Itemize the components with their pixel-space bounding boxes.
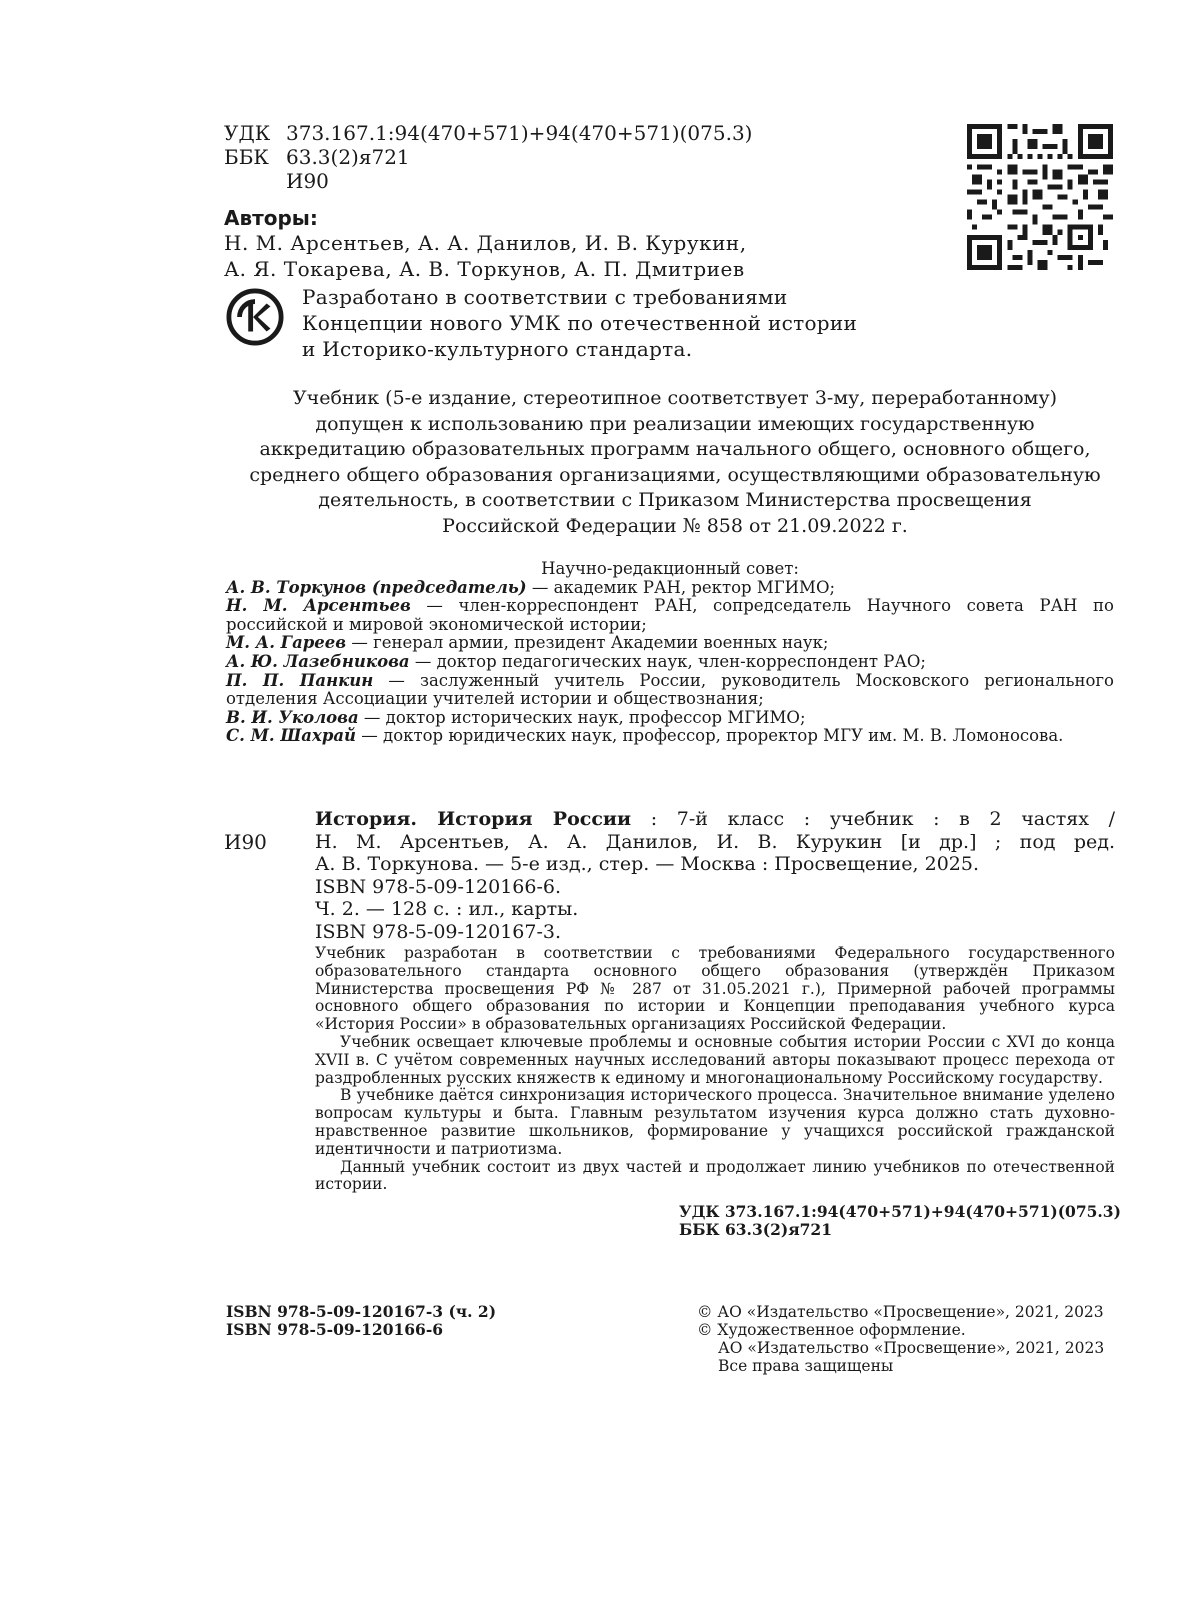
bbk-label: ББК <box>224 145 269 169</box>
historical-standard-logo-icon <box>226 288 284 346</box>
copyright-block: © АО «Издательство «Просвещение», 2021, 2023 © Художественное оформление. АО «Издательство «Просвещение», 2021, 2023 Все права защищены <box>697 1303 1105 1375</box>
qr-code-icon[interactable] <box>967 124 1113 270</box>
council-member: А. В. Торкунов (председатель) — академик РАН, ректор МГИМО; <box>226 577 836 597</box>
bbk-value: 63.3(2)я721 <box>286 145 410 169</box>
authors-list <box>224 230 804 282</box>
council-title: Научно-редакционный совет: <box>541 559 799 578</box>
authors-heading: Авторы: <box>224 206 318 230</box>
author-mark: И90 <box>286 169 329 193</box>
council-member: С. М. Шахрай — доктор юридических наук, профессор, проректор МГУ им. М. В. Ломоносова. <box>226 726 1064 746</box>
udk-footer: УДК 373.167.1:94(470+571)+94(470+571)(075.3) ББК 63.3(2)я721 <box>679 1202 1121 1239</box>
catalog-codes <box>224 121 752 193</box>
authors-line: Н. М. Арсентьев, А. А. Данилов, И. В. Курукин, <box>224 231 747 255</box>
udk-value: 373.167.1:94(470+571)+94(470+571)(075.3) <box>286 121 753 145</box>
council-member: М. А. Гареев — генерал армии, президент Академии военных наук; <box>226 633 829 653</box>
concept-note: Разработано в соответствии с требованиями Концепции нового УМК по отечественной истории и Историко-культурного стандарта. <box>302 285 858 361</box>
abstract-paragraph: В учебнике даётся синхронизация исторического процесса. Значительное внимание уделено вопросам культуры и быта. Главным результатом изучения курса должно стать духовно-нравственное развитие школьников, формирование у учащихся российской гражданской идентичности и патриотизма. <box>315 1086 1115 1158</box>
abstract <box>315 945 1115 1194</box>
abstract-paragraph: Данный учебник состоит из двух частей и продолжает линию учебников по отечественной истории. <box>315 1157 1115 1194</box>
authors-line: А. Я. Токарева, А. В. Торкунов, А. П. Дмитриев <box>224 257 745 281</box>
book-title: История. История России <box>315 808 632 830</box>
approval-statement: Учебник (5-е издание, стереотипное соответствует 3-му, переработанному) допущен к использованию при реализации имеющих государственную аккредитацию образовательных программ начального общего, основного общего, среднего общего образования организациями, осуществляющими образовательную деятельность, в соответствии с Приказом Министерства просвещения Российской Федерации № 858 от 21.09.2022 г. <box>249 387 1101 537</box>
council-member: Н. М. Арсентьев — член-корреспондент РАН, сопредседатель Научного совета РАН по российской и мировой экономической истории; <box>226 596 1114 634</box>
council-member: П. П. Панкин — заслуженный учитель России, руководитель Московского регионального отделения Ассоциации учителей истории и обществознания; <box>226 670 1114 709</box>
udk-label: УДК <box>224 121 271 145</box>
editorial-council <box>226 560 1114 746</box>
isbn-block <box>226 1303 496 1339</box>
abstract-paragraph: Учебник разработан в соответствии с требованиями Федерального государственного образовательного стандарта основного общего образования (утверждён Приказом Министерства просвещения РФ № 287 от 31.05.2021 г.), Примерной рабочей программы основного общего образования по истории и Концепции преподавания учебного курса «История России» в образовательных организациях Российской Федерации. <box>315 944 1115 1034</box>
catalog-entry: История. История России : 7-й класс : учебник : в 2 частях / Н. М. Арсентьев, А. А. Данилов, И. В. Курукин [и др.] ; под ред. А. В. Торкунова. — 5-е изд., стер. — Москва : Просвещение, 2025. ISBN 978-5-09-120166-6. Ч. 2. — 128 с. : ил., карты. ISBN 978-5-09-120167-3. <box>315 808 1115 943</box>
isbn-general: ISBN 978-5-09-120166-6 <box>226 1320 444 1339</box>
catalog-code: И90 <box>224 830 267 854</box>
council-member: В. И. Уколова — доктор исторических наук, профессор МГИМО; <box>226 707 806 727</box>
isbn-part: ISBN 978-5-09-120167-3 (ч. 2) <box>226 1302 497 1321</box>
abstract-paragraph: Учебник освещает ключевые проблемы и основные события истории России с XVI до конца XVII в. С учётом современных научных исследований авторы показывают процесс перехода от раздробленных русских княжеств к единому и многонациональному Российскому государству. <box>315 1032 1115 1087</box>
council-member: А. Ю. Лазебникова — доктор педагогических наук, член-корреспондент РАО; <box>226 651 926 671</box>
